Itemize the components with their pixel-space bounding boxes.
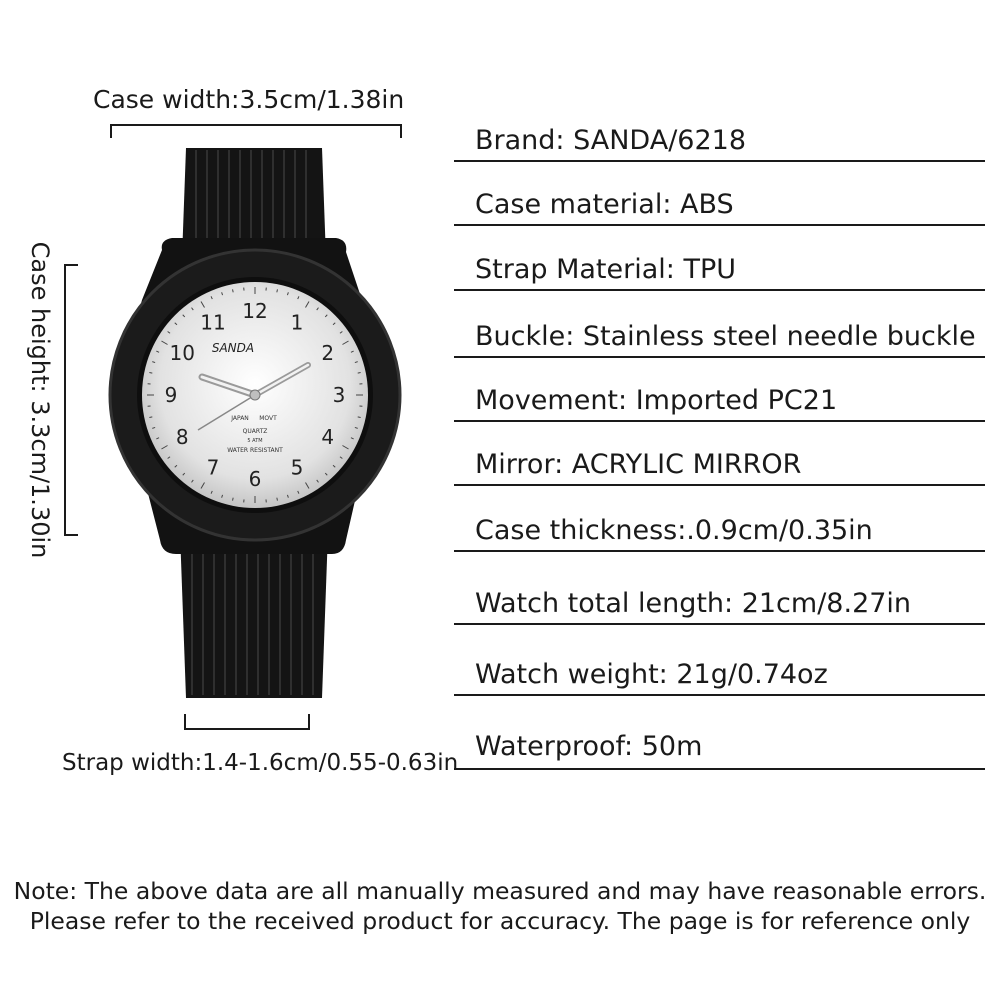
dial-numeral: 12 xyxy=(242,299,268,323)
watch-image xyxy=(100,140,410,710)
spec-row-movement: Movement: Imported PC21 xyxy=(454,385,985,422)
spec-row-case-thickness: Case thickness:.0.9cm/0.35in xyxy=(454,514,985,552)
note-line-2: Please refer to the received product for accuracy. The page is for reference only xyxy=(29,907,971,935)
case-height-label: Case height: 3.3cm/1.30in xyxy=(26,241,54,559)
case-width-bracket xyxy=(110,124,402,138)
bottom-strap xyxy=(180,532,328,698)
note-line-1: Note: The above data are all manually measured and may have reasonable errors. xyxy=(13,877,987,905)
dial-numeral: 1 xyxy=(290,310,304,335)
strap-width-bracket xyxy=(184,714,310,730)
dial-numeral: 6 xyxy=(248,467,262,491)
dial-text-japan: JAPAN xyxy=(231,415,249,422)
spec-row-waterproof: Waterproof: 50m xyxy=(475,731,703,762)
dial-numeral: 2 xyxy=(321,341,335,365)
case-height-bracket xyxy=(64,264,78,536)
spec-row-weight: Watch weight: 21g/0.74oz xyxy=(454,658,985,696)
spec-row-brand: Brand: SANDA/6218 xyxy=(454,125,985,162)
dial-text-movt: MOVT xyxy=(259,415,277,422)
dial-numeral: 3 xyxy=(332,383,346,407)
dial-text-quartz: QUARTZ xyxy=(242,428,268,435)
dial-numeral: 10 xyxy=(169,341,195,365)
spec-row-strap-material: Strap Material: TPU xyxy=(454,254,985,291)
spec-row-case-material: Case material: ABS xyxy=(454,189,985,226)
dial-numeral: 11 xyxy=(200,310,226,335)
spec-row-mirror: Mirror: ACRYLIC MIRROR xyxy=(454,449,985,486)
spec-row-total-length: Watch total length: 21cm/8.27in xyxy=(454,588,985,625)
dial-numeral: 7 xyxy=(206,455,220,480)
spec-row-buckle: Buckle: Stainless steel needle buckle xyxy=(454,320,985,358)
strap-width-label: Strap width:1.4-1.6cm/0.55-0.63in xyxy=(62,750,459,776)
dial-numeral: 8 xyxy=(175,425,189,449)
dial-text-5atm: 5 ATM xyxy=(247,438,263,444)
dial-numeral: 4 xyxy=(321,425,335,449)
dial-numeral: 9 xyxy=(164,383,178,407)
dial-text-water-resistant: WATER RESISTANT xyxy=(227,447,283,454)
dial-numeral: 5 xyxy=(290,455,304,480)
case-width-label: Case width:3.5cm/1.38in xyxy=(93,85,405,114)
strap-width-underline xyxy=(454,768,985,770)
dial-brand-logo: SANDA xyxy=(211,341,255,355)
